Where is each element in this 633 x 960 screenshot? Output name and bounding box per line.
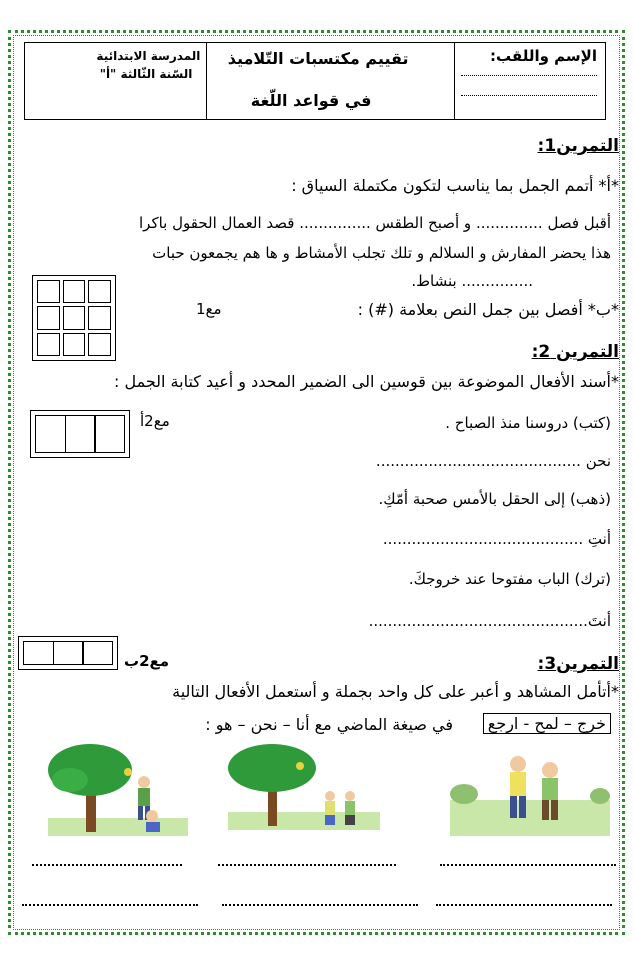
exercise2-title: التمرين 2: [531,342,619,362]
exercise1-score: مع1 [196,300,222,318]
answer-line-right-1 [440,864,616,866]
answer-line-left-1 [32,864,182,866]
exercise1-instruction-a: *أ* أتمم الجمل بما يناسب لتكون مكتملة السياق : [291,176,619,195]
exercise1-line2: هذا يحضر المفارش و السلالم و تلك تجلب الأمشاط و ها هم يجمعون حبات [152,244,611,262]
name-dots-2 [461,95,597,96]
exercise2-score: مع2أ [140,412,170,430]
score-grid-1 [32,275,116,361]
header-table [24,42,606,120]
exercise1-line1: أقبل فصل .............. و أصبح الطقس ............... قصد العمال الحقول باكرا [139,214,611,232]
grade-label: السّنة الثّالثة "أ" [99,67,193,81]
exercise2-instruction: *أسند الأفعال الموضوعة بين قوسين الى الضمير المحدد و أعيد كتابة الجمل : [113,372,619,391]
exercise3-instruction: *أتأمل المشاهد و أعبر على كل واحد بجملة و أستعمل الأفعال التالية [172,682,619,701]
exercise3-title: التمرين3: [537,654,619,674]
exercise3-verbs-line [483,713,611,734]
exercise1-instruction-b: *ب* أفصل بين جمل النص بعلامة (#) : [357,300,619,319]
scene-image-left [48,740,188,840]
scene-image-middle [228,742,380,832]
exercise3-tail: في صيغة الماضي مع أنا – نحن – هو : [205,715,453,734]
exercise1-line3: ............... بنشاط. [411,272,533,290]
answer-line-middle-2 [222,904,418,906]
score-boxes-2b [18,636,118,670]
score-boxes-2a [30,410,130,458]
doc-title: تقييم مكتسبات التّلاميذ [227,49,409,68]
exercise2-sentence1: (كتب) دروسنا منذ الصباح . [445,414,611,432]
answer-line-right-2 [436,904,612,906]
school-name: المدرسة الابتدائية [96,49,201,63]
answer-line-middle-1 [218,864,396,866]
verbs-box: خرج – لمح - ارجع [483,713,611,734]
exercise3-score: مع2ب [124,652,170,670]
exercise2-sentence2: (ذهب) إلى الحقل بالأمس صحبة أمّكِ. [378,490,611,508]
title-cell [206,43,453,119]
exercise2-answer2: أنتِ .......................................... [382,530,611,548]
scene-image-right [450,750,610,840]
name-label: الإسم واللقب: [490,47,597,65]
exercise2-answer3: أنتَ.............................................. [368,612,611,630]
doc-subject: في قواعد اللّغة [250,91,372,110]
name-dots-1 [461,75,597,76]
name-cell [454,43,605,119]
exercise2-answer1: نحن ........................................... [375,452,611,470]
answer-line-left-2 [22,904,198,906]
exercise2-sentence3: (ترك) الباب مفتوحا عند خروجكَ. [408,570,611,588]
school-cell [25,43,206,119]
exercise1-title: التمرين1: [537,136,619,156]
